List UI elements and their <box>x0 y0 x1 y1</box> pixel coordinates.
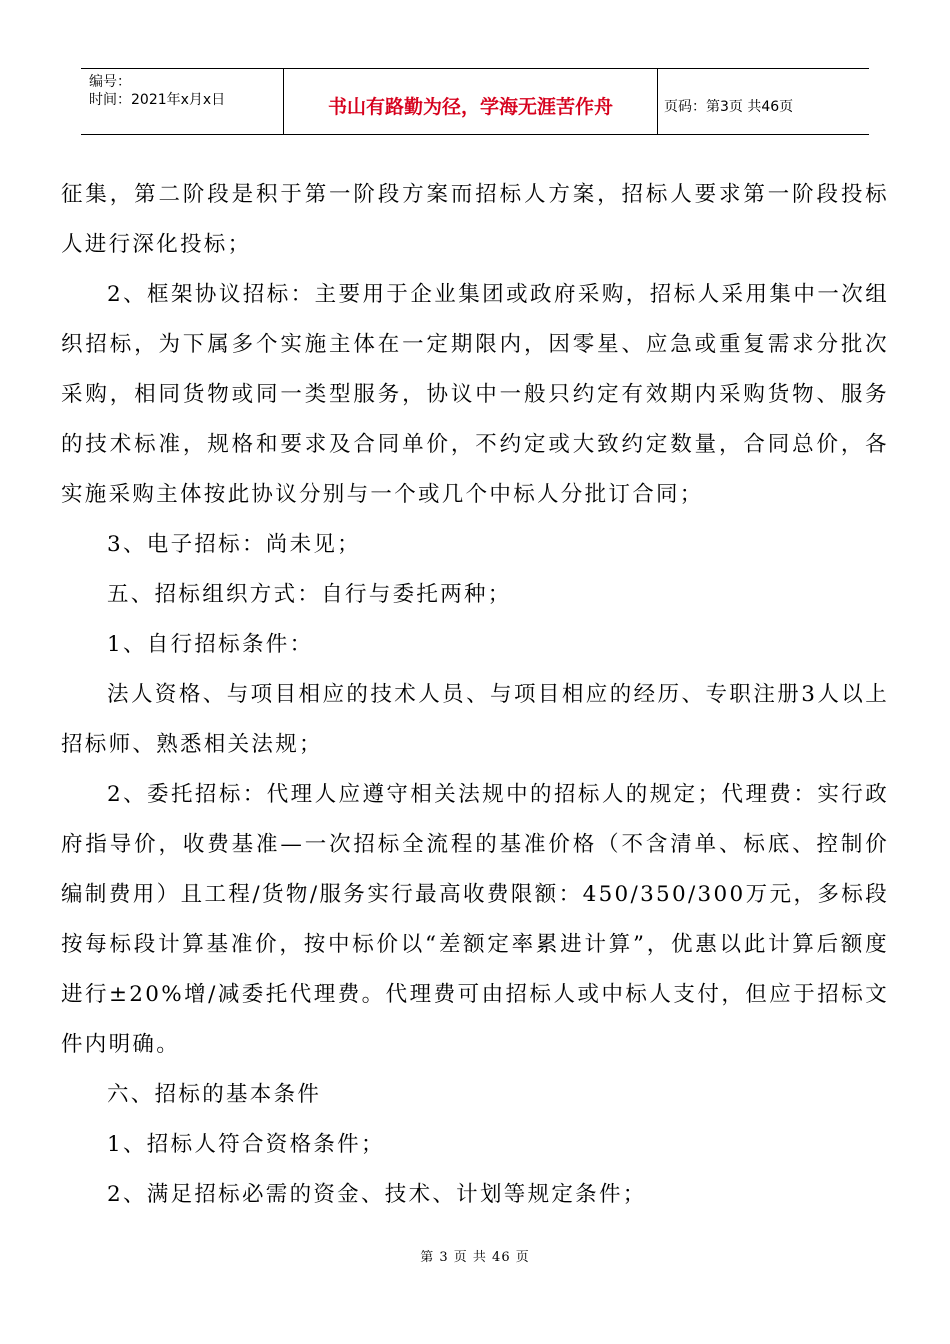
header-motto: 书山有路勤为径，学海无涯苦作舟 <box>284 69 658 134</box>
document-number-label: 编号： <box>89 74 131 90</box>
paragraph-continuation: 征集，第二阶段是积于第一阶段方案而招标人方案，招标人要求第一阶段投标人进行深化投标； <box>61 182 889 257</box>
page-header <box>81 68 869 135</box>
section-heading-basic-conditions: 六、招标的基本条件 <box>107 1082 322 1107</box>
paragraph-entrusted-tender: 2、委托招标：代理人应遵守相关法规中的招标人的规定；代理费：实行政府指导价，收费基准—一次招标全流程的基准价格（不含清单、标底、控制价编制费用）且工程/货物/服务实行最高收费限额：450/350/300万元，多标段按每标段计算基准价，按中标价以“差额定率累进计算”，优惠以此计算后额度进行±20%增/减委托代理费。代理费可由招标人或中标人支付，但应于招标文件内明确。 <box>61 782 889 1057</box>
paragraph-condition-1: 1、招标人符合资格条件； <box>107 1132 385 1157</box>
paragraph-condition-2: 2、满足招标必需的资金、技术、计划等规定条件； <box>107 1182 647 1207</box>
paragraph-legal-person-qualifications: 法人资格、与项目相应的技术人员、与项目相应的经历、专职注册3人以上招标师、熟悉相关法规； <box>61 682 889 757</box>
section-heading-organization: 五、招标组织方式：自行与委托两种； <box>107 582 512 607</box>
document-body <box>61 170 889 1220</box>
header-page-info: 页码：第3页 共46页 <box>664 98 794 115</box>
header-meta-cell <box>81 69 284 134</box>
page-footer: 第 3 页 共 46 页 <box>420 1250 530 1265</box>
paragraph-electronic-tender: 3、电子招标：尚未见； <box>107 532 361 557</box>
document-time-label: 时间：2021年x月x日 <box>89 92 226 108</box>
paragraph-self-tender-conditions: 1、自行招标条件： <box>107 632 314 657</box>
paragraph-framework-agreement: 2、框架协议招标：主要用于企业集团或政府采购，招标人采用集中一次组织招标，为下属多个实施主体在一定期限内，因零星、应急或重复需求分批次采购，相同货物或同一类型服务，协议中一般只约定有效期内采购货物、服务的技术标准，规格和要求及合同单价，不约定或大致约定数量，合同总价，各实施采购主体按此协议分别与一个或几个中标人分批订合同； <box>61 282 889 507</box>
